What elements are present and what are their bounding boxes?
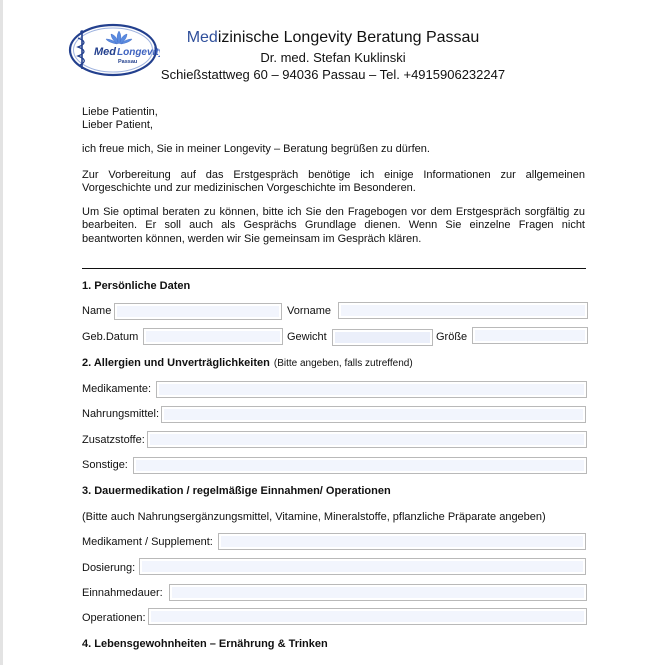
section-2-heading [82,357,413,370]
vorname-input[interactable] [338,302,588,319]
sonstige-input[interactable] [133,457,587,474]
gewicht-input[interactable] [332,329,433,346]
operationen-input[interactable] [148,608,587,625]
logo-brand-med: Med [94,46,116,58]
medikamente-input[interactable] [156,381,587,398]
einnahmedauer-input[interactable] [169,584,587,601]
geburtsdatum-input[interactable] [143,328,283,345]
practice-title-rest: izinische Longevity Beratung Passau [217,29,480,46]
medikament-supplement-label: Medikament / Supplement: [82,536,213,548]
intro-paragraph-2: Zur Vorbereitung auf das Erstgespräch benötige ich einige Informationen zur allgemeinen Vorgeschichte und zur medizinischen Vorgeschichte im Besonderen. [82,169,585,195]
practice-title [143,28,523,48]
section-3-heading: 3. Dauermedikation / regelmäßige Einnahmen/ Operationen [82,485,391,497]
intro-paragraph-3: Um Sie optimal beraten zu können, bitte ich Sie den Fragebogen vor dem Erstgespräch sorgfältig zu bearbeiten. Er soll auch als Gesprächs Grundlage dienen. Wenn Sie einzelne Fragen nicht beantworten können, werden wir Sie gemeinsam im Gespräch klären. [82,206,585,245]
name-label: Name [82,305,112,317]
letterhead [143,28,523,83]
greeting-1: Liebe Patientin, [82,106,158,118]
section-2-title: 2. Allergien und Unverträglichkeiten [82,357,270,369]
document-page [3,0,665,665]
greeting-2: Lieber Patient, [82,119,153,131]
sonstige-label: Sonstige: [82,459,128,471]
dosierung-label: Dosierung: [82,562,136,574]
dosierung-input[interactable] [139,558,586,575]
vorname-label: Vorname [287,305,332,317]
medikament-supplement-input[interactable] [218,533,586,550]
groesse-input[interactable] [472,327,588,344]
section-1-heading: 1. Persönliche Daten [82,280,191,292]
medikamente-label: Medikamente: [82,383,152,395]
zusatzstoffe-label: Zusatzstoffe: [82,434,145,446]
gewicht-label: Gewicht [287,331,327,343]
geburtsdatum-label: Geb.Datum [82,331,139,343]
intro-paragraph-1: ich freue mich, Sie in meiner Longevity – Beratung begrüßen zu dürfen. [82,143,430,155]
einnahmedauer-label: Einnahmedauer: [82,587,163,599]
nahrungsmittel-label: Nahrungsmittel: [82,408,160,420]
name-input[interactable] [114,303,282,320]
section-2-note: (Bitte angeben, falls zutreffend) [273,358,413,369]
section-divider [82,268,586,269]
zusatzstoffe-input[interactable] [147,431,587,448]
logo-brand-longevity: Longevity [117,47,160,58]
section-4-heading: 4. Lebensgewohnheiten – Ernährung & Trinken [82,638,328,650]
doctor-name: Dr. med. Stefan Kuklinski [260,50,406,65]
section-3-note: (Bitte auch Nahrungsergänzungsmittel, Vitamine, Mineralstoffe, pflanzliche Präparate angeben) [82,511,546,523]
logo-location: Passau [118,59,138,65]
groesse-label: Größe [436,331,468,343]
nahrungsmittel-input[interactable] [161,406,586,423]
practice-address: Schießstattweg 60 – 94036 Passau – Tel. +4915906232247 [160,67,506,82]
operationen-label: Operationen: [82,612,146,624]
practice-title-accent: Med [186,29,218,46]
